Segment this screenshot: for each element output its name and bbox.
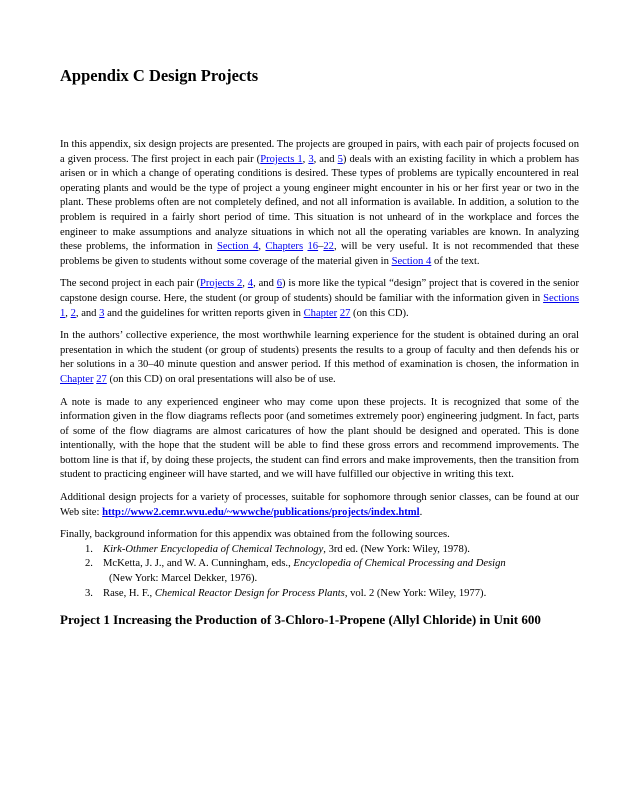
text: In this appendix, six design projects are presented. The projects are grouped in pairs, with each pair of projects focused on a given process. The first project in each pair ( bbox=[60, 139, 579, 165]
text: and the guidelines for written reports given in bbox=[104, 307, 304, 319]
text: The second project in each pair ( bbox=[60, 278, 200, 290]
link-section-2[interactable]: 2 bbox=[70, 307, 76, 319]
paragraph-oral-presentation bbox=[60, 329, 579, 387]
link-chapter-27[interactable]: 27 bbox=[339, 307, 351, 319]
text: , bbox=[242, 278, 248, 290]
link-project-4[interactable]: 4 bbox=[247, 278, 254, 290]
link-projects-1[interactable]: Projects 1 bbox=[260, 153, 303, 165]
paragraph-second-project bbox=[60, 277, 579, 321]
link-chapter[interactable]: Chapter bbox=[303, 307, 338, 319]
list-item bbox=[60, 543, 579, 558]
link-section-4-b[interactable]: Section 4 bbox=[391, 255, 432, 267]
text: , will be very useful. It is not recommended that these problems be given to students without some coverage of the material given in bbox=[60, 241, 579, 267]
web-site-link[interactable]: http://www2.cemr.wvu.edu/~wwwche/publications/projects/index.html bbox=[102, 506, 420, 518]
list-item bbox=[60, 587, 579, 602]
link-project-6[interactable]: 6 bbox=[276, 278, 283, 290]
link-chapter-b[interactable]: Chapter bbox=[60, 373, 94, 385]
text: (New York: Marcel Dekker, 1976). bbox=[109, 573, 258, 585]
text: In the authors’ collective experience, the most worthwhile learning experience for the student is obtained during an oral presentation in which the student (or group of students) presents the results to a group of faculty and then defends his or her solutions in a 30–40 minute question and answer period. If this method of examination is chosen, the information in bbox=[60, 330, 579, 371]
text: , bbox=[65, 307, 71, 319]
list-number: 1. bbox=[85, 543, 93, 555]
source-title: Encyclopedia of Chemical Processing and Design bbox=[293, 558, 506, 570]
sources-list bbox=[60, 543, 579, 601]
paragraph-additional-projects bbox=[60, 491, 579, 520]
link-section-4[interactable]: Section 4 bbox=[216, 241, 259, 253]
paragraph-sources-intro: Finally, background information for this appendix was obtained from the following sources. bbox=[60, 529, 450, 541]
text: (on this CD). bbox=[350, 307, 409, 319]
text: Rase, H. F., bbox=[103, 587, 155, 599]
text: , and bbox=[75, 307, 100, 319]
document-body bbox=[60, 138, 579, 628]
source-title: Chemical Reactor Design for Process Plants bbox=[154, 587, 345, 599]
text: Additional design projects for a variety of processes, suitable for sophomore through senior classes, can be found at our Web site: bbox=[60, 492, 579, 518]
text: , bbox=[302, 153, 309, 165]
link-section-3[interactable]: 3 bbox=[99, 307, 105, 319]
list-number: 2. bbox=[85, 558, 93, 570]
text: . bbox=[419, 506, 423, 518]
text: – bbox=[318, 241, 324, 253]
link-projects-2[interactable]: Projects 2 bbox=[200, 278, 243, 290]
text: of the text. bbox=[431, 255, 480, 267]
link-chapter-16[interactable]: 16 bbox=[307, 241, 319, 253]
link-project-3[interactable]: 3 bbox=[308, 153, 314, 165]
text: , and bbox=[253, 278, 277, 290]
paragraph-intro bbox=[60, 138, 579, 269]
source-title: Kirk-Othmer Encyclopedia of Chemical Technology bbox=[103, 543, 324, 555]
page-title: Appendix C Design Projects bbox=[60, 66, 259, 85]
text: , bbox=[258, 241, 266, 253]
list-item bbox=[60, 557, 579, 586]
list-number: 3. bbox=[85, 587, 93, 599]
text: , 3rd ed. (New York: Wiley, 1978). bbox=[323, 543, 470, 555]
link-project-5[interactable]: 5 bbox=[337, 153, 343, 165]
project-heading: Project 1 Increasing the Production of 3-Chloro-1-Propene (Allyl Chloride) in Unit 600 bbox=[60, 612, 541, 628]
text: (on this CD) on oral presentations will also be of use. bbox=[106, 373, 336, 385]
text: , vol. 2 (New York: Wiley, 1977). bbox=[344, 587, 487, 599]
text: ) deals with an existing facility in which a problem has arisen or in which a change of operating conditions is desired. These types of problems are typically encountered in real operating plants and would be the type of project a young engineer might encounter in his or her first year or two in the plant. These problems often are not completely defined, and not all information is available. In addition, a solution to the problem is required in a fairly short period of time. This situation is not unheard of in the workplace and forces the engineer to make assumptions and analyze situations in which not all the operating variables are known. In analyzing these problems, the information in bbox=[60, 153, 580, 253]
text: McKetta, J. J., and W. A. Cunningham, eds., bbox=[103, 558, 294, 570]
link-chapter-27-b[interactable]: 27 bbox=[96, 373, 107, 385]
text: , and bbox=[313, 153, 338, 165]
text: ) is more like the typical “design” project that is covered in the senior capstone design course. Here, the student (or group of students) should be familiar with the information given in bbox=[60, 278, 580, 304]
link-chapter-22[interactable]: 22 bbox=[323, 241, 334, 253]
link-chapters[interactable]: Chapters bbox=[265, 241, 304, 253]
paragraph-note: A note is made to any experienced engineer who may come upon these projects. It is recognized that some of the information given in the flow diagrams reflects poor (and sometimes extremely poor) engineering judgment. In fact, parts of some of the flow diagrams are almost caricatures of how the plant should be designed and operated. This is done intentionally, with the hope that the student will be able to find these gross errors and recommend improvements. The bottom line is that if, by doing these projects, the student can find errors and make improvements, then the transition from student to practicing engineer will have started, and we will have fulfilled our objective in writing this text. bbox=[60, 396, 579, 481]
link-sections-1[interactable]: Sections 1 bbox=[60, 292, 579, 319]
